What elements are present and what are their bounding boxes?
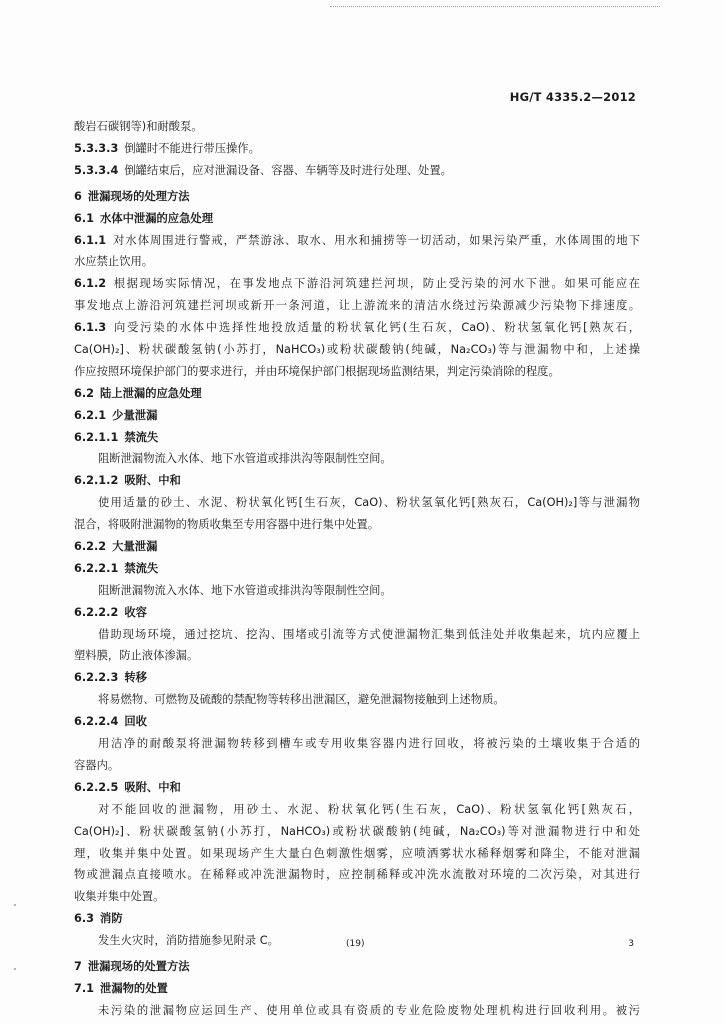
- clause-text: Ca(OH)₂]、粉状碳酸氢钠(小苏打，NaHCO₃)或粉状碳酸钠(纯碱，Na₂CO₃)等对泄漏物进行中和处: [74, 824, 640, 838]
- section-heading: [74, 980, 640, 998]
- clause-text: 发生火灾时，消防措施参见附录 C。: [98, 934, 279, 948]
- footer-center-number: (19): [346, 939, 365, 949]
- clause-number: 7.1: [74, 981, 95, 995]
- paragraph-line: [74, 757, 640, 775]
- clause-number: 6.2.1.1: [74, 430, 119, 444]
- clause-text: 禁流失: [124, 430, 159, 444]
- clause-number: 6.1.3: [74, 321, 107, 335]
- paragraph-line: [74, 735, 640, 753]
- section-heading: [74, 210, 640, 228]
- clause-number: 6.2.2.5: [74, 780, 119, 794]
- chapter-heading: [74, 958, 640, 976]
- section-heading: [74, 910, 640, 928]
- clause-number: 6.2.1: [74, 408, 107, 422]
- paragraph-line: [74, 823, 640, 841]
- scan-speck: [14, 904, 16, 906]
- section-heading: [74, 560, 640, 578]
- clause-text: 酸岩石碳钢等)和耐酸泵。: [74, 120, 203, 133]
- clause-text: 根据现场实际情况，在事发地点下游沿河筑建拦河坝，防止受污染的河水下泄。如果可能应在: [112, 277, 640, 291]
- clause-number: 6.2.2.3: [74, 671, 119, 685]
- clause-text: 容器内。: [74, 758, 120, 772]
- clause-text: 水应禁止饮用。: [74, 255, 154, 269]
- clause-number: 6.1.2: [74, 277, 107, 291]
- clause-text: Ca(OH)₂]、粉状碳酸氢钠(小苏打，NaHCO₃)或粉状碳酸钠(纯碱，Na₂CO₃)等与泄漏物中和，上述操: [74, 343, 640, 357]
- section-heading: [74, 669, 640, 687]
- clause-text: 水体中泄漏的应急处理: [100, 211, 213, 225]
- clause-number: 6.2.2.2: [74, 605, 119, 619]
- page-number: 3: [628, 939, 634, 949]
- paragraph-line: [74, 450, 640, 468]
- clause-text: 未污染的泄漏物应运回生产、使用单位或具有资质的专业危险废物处理机构进行回收利用。被污: [98, 1003, 640, 1017]
- clause-number: 6.1: [74, 211, 95, 225]
- paragraph-line: [74, 626, 640, 644]
- clause-text: 阻断泄漏物流入水体、地下水管道或排洪沟等限制性空间。: [98, 452, 392, 466]
- clause-number: 5.3.3.4: [74, 163, 119, 177]
- clause-text: 泄漏现场的处理方法: [87, 189, 190, 203]
- clause-text: 塑料膜，防止液体渗漏。: [74, 649, 199, 663]
- clause-text: 对不能回收的泄漏物，用砂土、水泥、粉状氧化钙(生石灰，CaO)、粉状氢氧化钙[熟灰石，: [98, 802, 640, 816]
- clause-text: 消防: [100, 912, 123, 926]
- clause-number: 6.3: [74, 912, 95, 926]
- paragraph-line: [74, 516, 640, 534]
- clause-text: 大量泄漏: [112, 540, 158, 554]
- paragraph-line: [74, 647, 640, 665]
- paragraph-line: [74, 801, 640, 819]
- clause-number: 6: [74, 189, 82, 203]
- clause-text: 回收: [124, 715, 147, 729]
- clause-text: 事发地点上游沿河筑建拦河坝或新开一条河道，让上游流来的清洁水绕过污染源减少污染物下排速度。: [74, 299, 640, 313]
- clause-number: 6.2: [74, 386, 95, 400]
- clause-text: 泄漏现场的处置方法: [87, 960, 190, 974]
- body-text: [74, 118, 640, 1024]
- clause-text: 禁流失: [124, 561, 159, 575]
- clause-text: 倒罐时不能进行带压操作。: [124, 141, 260, 155]
- clause-number: 6.2.2: [74, 540, 107, 554]
- paragraph-line: [74, 845, 640, 863]
- clause-number: 6.2.2.4: [74, 715, 119, 729]
- clause-text: 陆上泄漏的应急处理: [100, 386, 202, 400]
- clause-text: 混合，将吸附泄漏物的物质收集至专用容器中进行集中处置。: [74, 518, 380, 532]
- numbered-clause: [74, 275, 640, 293]
- clause-text: 作应按照环境保护部门的要求进行，并由环境保护部门根据现场监测结果，判定污染消除的程度。: [74, 364, 560, 378]
- section-heading: [74, 779, 640, 797]
- clause-text: 对水体周围进行警戒，严禁游泳、取水、用水和捕捞等一切活动，如果污染严重，水体周围的地下: [112, 233, 640, 247]
- paragraph-line: [74, 341, 640, 359]
- paragraph-line: [74, 297, 640, 315]
- clause-text: 使用适量的砂土、水泥、粉状氧化钙[生石灰，CaO)、粉状氢氧化钙[熟灰石，Ca(OH)₂]等与泄漏物: [98, 496, 640, 510]
- numbered-clause: [74, 232, 640, 250]
- paragraph-line: [74, 888, 640, 906]
- clause-number: 6.2.1.2: [74, 474, 119, 488]
- paragraph-line: [74, 494, 640, 512]
- clause-text: 收集并集中处置。: [74, 890, 165, 904]
- clause-text: 收容: [124, 605, 147, 619]
- standard-number: HG/T 4335.2—2012: [509, 90, 636, 104]
- section-heading: [74, 385, 640, 403]
- clause-number: 6.1.1: [74, 233, 107, 247]
- clause-text: 理，收集并集中处置。如果现场产生大量白色刺激性烟雾，应喷洒雾状水稀释烟雾和降尘，不能对泄漏: [74, 846, 640, 860]
- clause-text: 物或泄漏点直接喷水。在稀释或冲洗泄漏物时，应控制稀释或冲洗水流散对环境的二次污染，对其进行: [74, 868, 640, 882]
- section-heading: [74, 429, 640, 447]
- clause-text: 用洁净的耐酸泵将泄漏物转移到槽车或专用收集容器内进行回收，将被污染的土壤收集于合适的: [98, 737, 640, 751]
- clause-text: 借助现场环境，通过挖坑、挖沟、围堵或引流等方式使泄漏物汇集到低洼处并收集起来，坑内应覆上: [98, 627, 640, 641]
- clause-text: 倒罐结束后，应对泄漏设备、容器、车辆等及时进行处理、处置。: [124, 163, 452, 177]
- clause-text: 转移: [124, 671, 147, 685]
- section-heading: [74, 713, 640, 731]
- paragraph-line: [74, 691, 640, 709]
- paragraph-line: [74, 1002, 640, 1020]
- clause-text: 将易燃物、可燃物及硫酸的禁配物等转移出泄漏区，避免泄漏物接触到上述物质。: [98, 693, 505, 707]
- section-heading: [74, 472, 640, 490]
- scan-edge-dots: [330, 6, 660, 7]
- clause-text: 吸附、中和: [124, 474, 181, 488]
- section-heading: [74, 538, 640, 556]
- paragraph-line: [74, 118, 640, 136]
- clause-text: 向受污染的水体中选择性地投放适量的粉状氧化钙(生石灰，CaO)、粉状氢氧化钙[熟灰石，: [112, 321, 640, 335]
- numbered-clause: [74, 140, 640, 158]
- clause-number: 5.3.3.3: [74, 141, 119, 155]
- chapter-heading: [74, 188, 640, 206]
- paragraph-line: [74, 363, 640, 381]
- clause-number: 7: [74, 960, 82, 974]
- scan-speck: [14, 968, 16, 970]
- paragraph-line: [74, 866, 640, 884]
- clause-number: 6.2.2.1: [74, 561, 119, 575]
- numbered-clause: [74, 319, 640, 337]
- clause-text: 泄漏物的处置: [100, 981, 168, 995]
- clause-text: 吸附、中和: [124, 780, 181, 794]
- paragraph-line: [74, 253, 640, 271]
- section-heading: [74, 604, 640, 622]
- section-heading: [74, 407, 640, 425]
- clause-text: 少量泄漏: [112, 408, 158, 422]
- numbered-clause: [74, 162, 640, 180]
- paragraph-line: [74, 582, 640, 600]
- clause-text: 阻断泄漏物流入水体、地下水管道或排洪沟等限制性空间。: [98, 583, 392, 597]
